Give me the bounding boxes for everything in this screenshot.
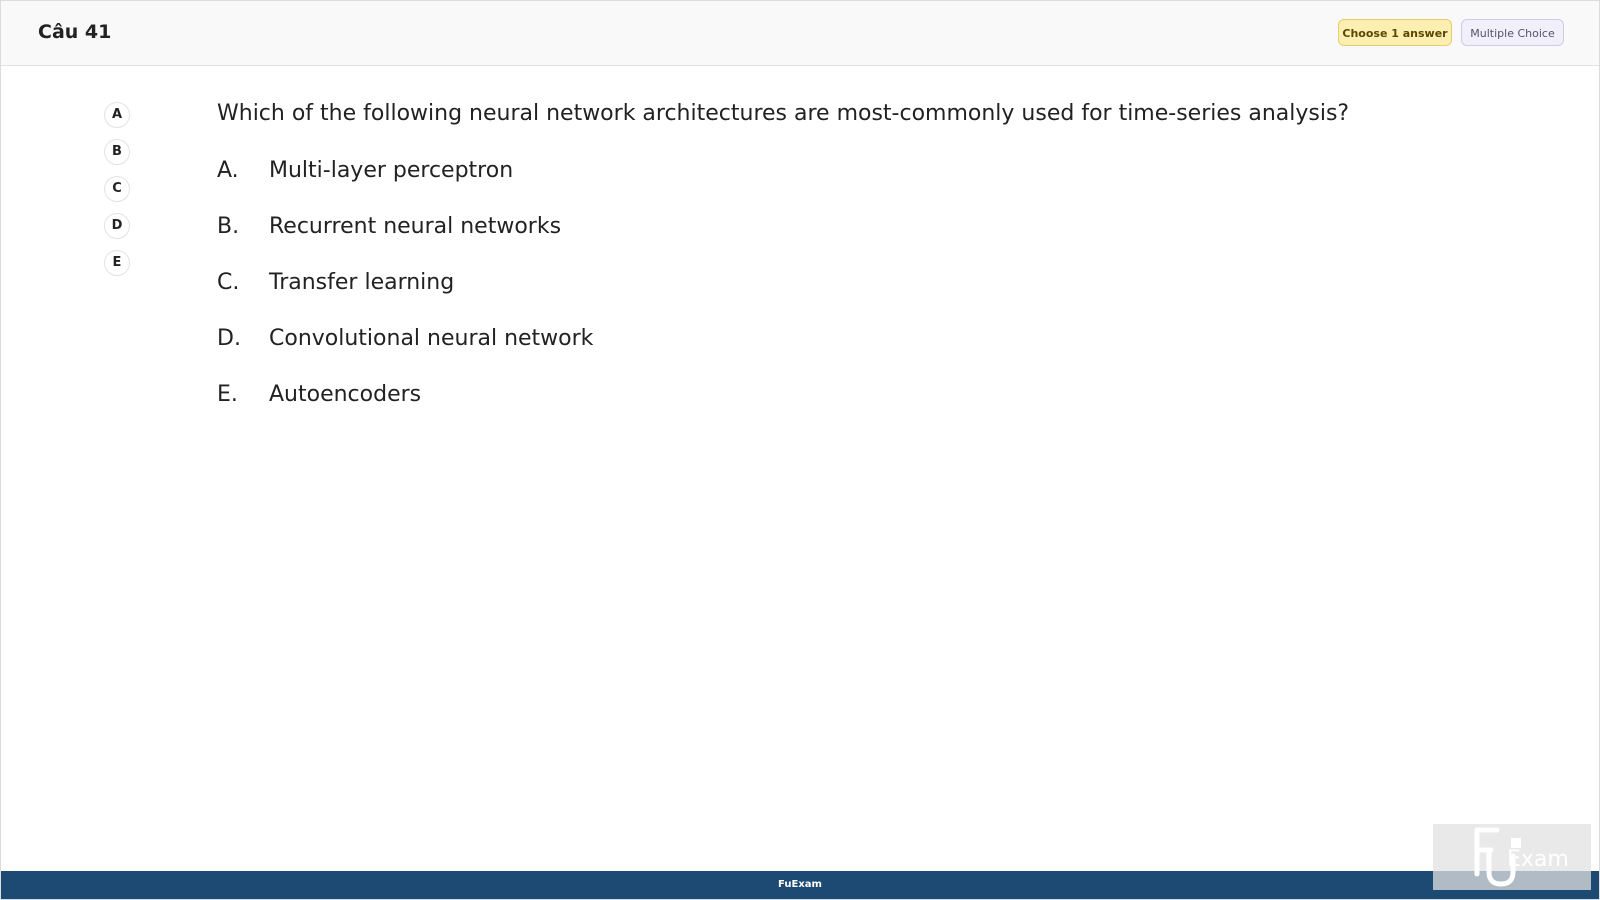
option-b[interactable] — [217, 214, 1417, 270]
option-text: Transfer learning — [269, 270, 455, 295]
option-text: Multi-layer perceptron — [269, 158, 514, 183]
option-d[interactable] — [217, 326, 1417, 382]
nav-option-e[interactable]: E — [104, 250, 130, 276]
watermark-exam-text: Exam — [1507, 847, 1569, 872]
footer-brand: FuExam — [778, 879, 822, 890]
nav-option-a[interactable]: A — [104, 102, 130, 128]
answer-options — [217, 158, 1417, 438]
question-number: Câu 41 — [38, 21, 112, 43]
option-text: Autoencoders — [269, 382, 422, 407]
nav-option-c[interactable]: C — [104, 176, 130, 202]
answer-navigation — [104, 102, 130, 287]
option-text: Convolutional neural network — [269, 326, 594, 351]
option-a[interactable] — [217, 158, 1417, 214]
option-letter: B. — [217, 214, 240, 239]
fuexam-logo-icon — [1433, 824, 1591, 890]
option-letter: E. — [217, 382, 238, 407]
question-text: Which of the following neural network architectures are most-commonly used for time-series analysis? — [217, 101, 1350, 126]
footer-bar — [1, 871, 1599, 899]
nav-option-d[interactable]: D — [104, 213, 130, 239]
option-c[interactable] — [217, 270, 1417, 326]
fuexam-watermark — [1433, 824, 1591, 890]
option-letter: A. — [217, 158, 239, 183]
answer-count-badge: Choose 1 answer — [1338, 19, 1452, 46]
question-type-badge: Multiple Choice — [1461, 19, 1564, 46]
option-letter: D. — [217, 326, 241, 351]
option-text: Recurrent neural networks — [269, 214, 562, 239]
option-letter: C. — [217, 270, 240, 295]
nav-option-b[interactable]: B — [104, 139, 130, 165]
question-header — [1, 1, 1599, 66]
option-e[interactable] — [217, 382, 1417, 438]
